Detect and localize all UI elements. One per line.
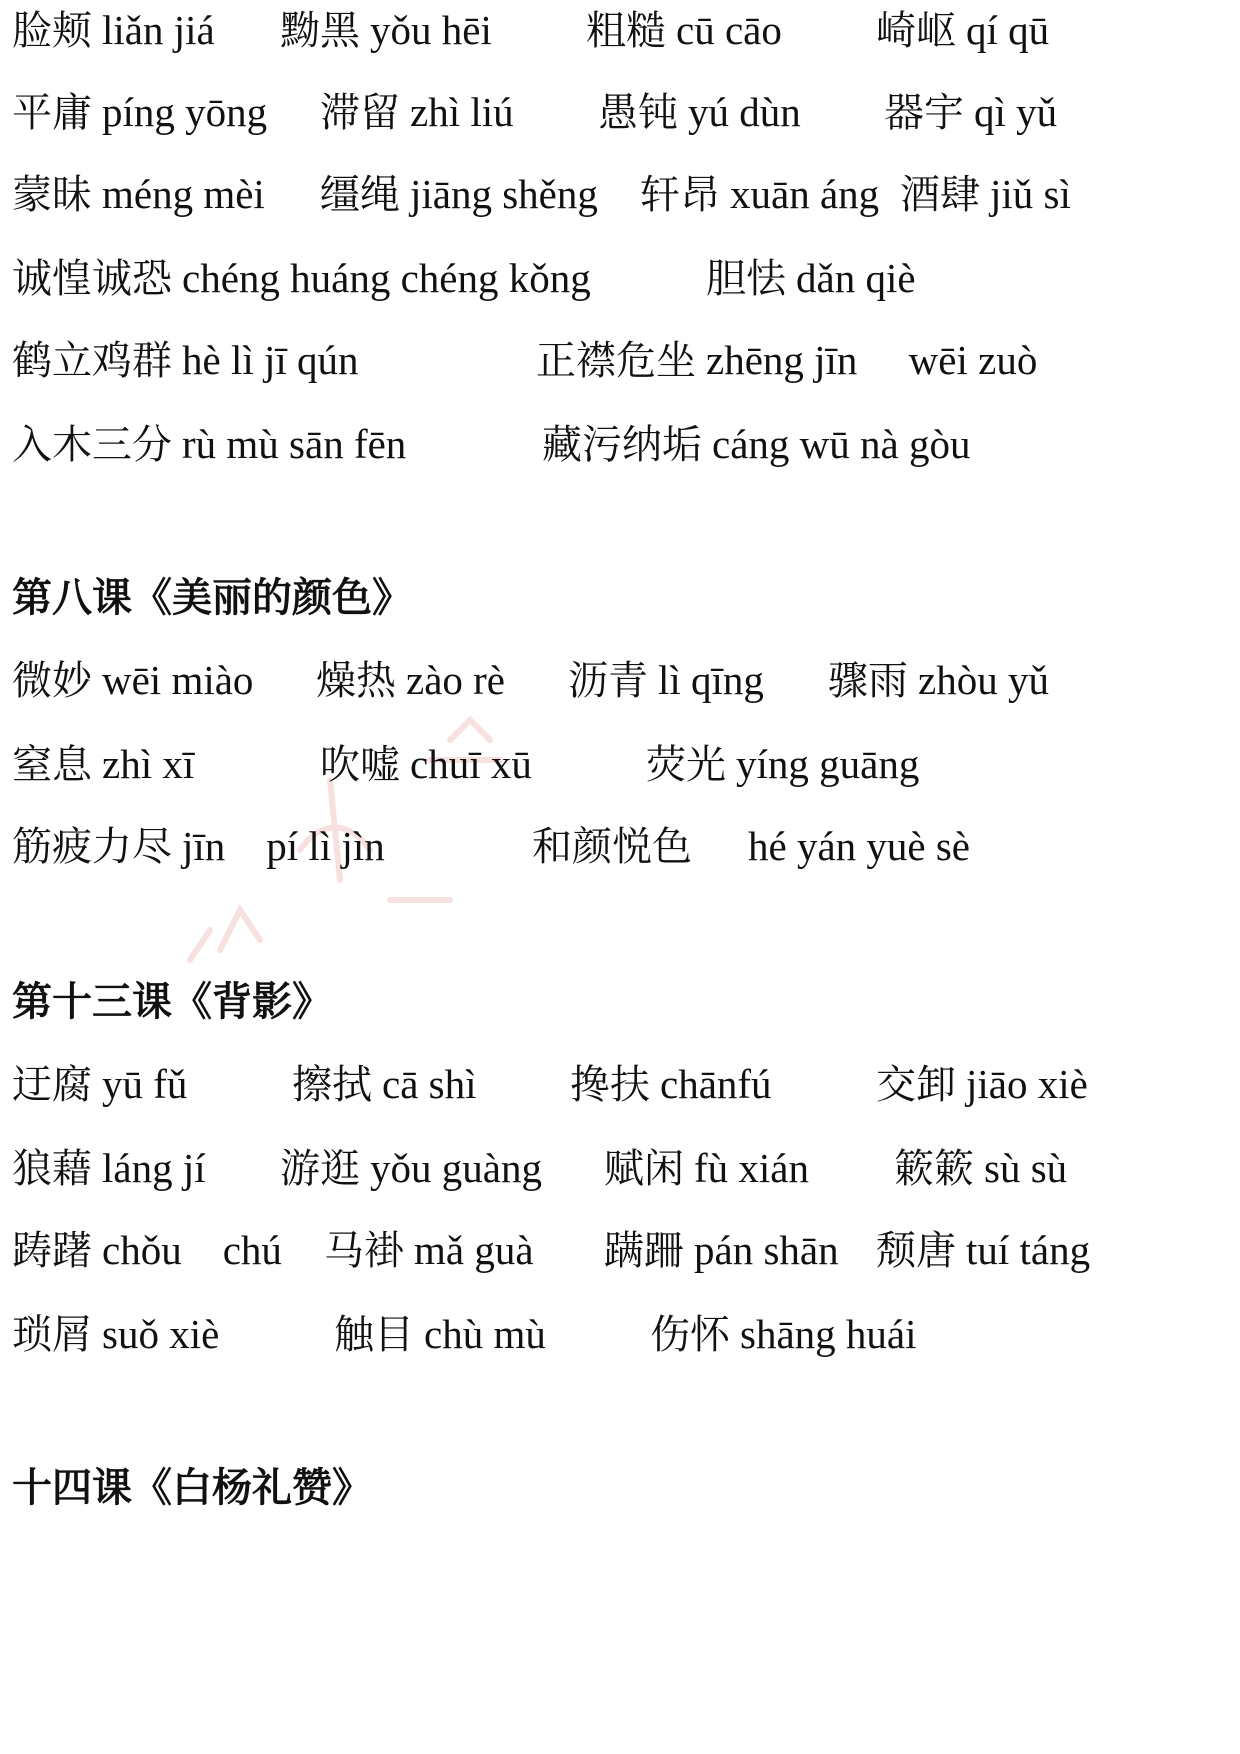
hanzi: 擦拭 bbox=[292, 1062, 372, 1108]
pinyin: yǒu hēi bbox=[370, 7, 492, 53]
pinyin: zhēng jīn wēi zuò bbox=[706, 337, 1038, 383]
pinyin: jiāng shěng bbox=[410, 171, 598, 217]
word-row bbox=[0, 1304, 1240, 1364]
hanzi: 粗糙 bbox=[586, 8, 666, 54]
pinyin: chānfú bbox=[660, 1061, 772, 1107]
pinyin: dǎn qiè bbox=[796, 255, 916, 301]
pinyin: rù mù sān fēn bbox=[182, 421, 407, 467]
pinyin: zhì liú bbox=[410, 89, 514, 135]
pinyin: jiāo xiè bbox=[966, 1061, 1088, 1107]
pinyin: pán shān bbox=[694, 1227, 839, 1273]
hanzi: 愚钝 bbox=[598, 90, 678, 136]
word-row bbox=[0, 816, 1240, 876]
pinyin: qí qū bbox=[966, 7, 1050, 53]
word-row bbox=[0, 248, 1240, 308]
word-entry bbox=[334, 1304, 546, 1365]
pinyin: mǎ guà bbox=[414, 1227, 534, 1273]
hanzi: 和颜悦色 bbox=[532, 824, 692, 870]
pinyin: zhòu yǔ bbox=[918, 657, 1049, 703]
word-entry bbox=[884, 82, 1057, 143]
lesson-heading: 第八课《美丽的颜色》 bbox=[12, 575, 412, 621]
word-entry bbox=[316, 650, 505, 711]
hanzi: 滞留 bbox=[320, 90, 400, 136]
word-entry bbox=[640, 164, 879, 225]
word-row bbox=[0, 82, 1240, 142]
hanzi: 琐屑 bbox=[12, 1312, 92, 1358]
word-entry bbox=[12, 1304, 219, 1365]
pinyin: chuī xū bbox=[410, 741, 532, 787]
hanzi: 藏污纳垢 bbox=[542, 422, 702, 468]
pinyin: yíng guāng bbox=[736, 741, 920, 787]
pinyin: cū cāo bbox=[676, 7, 782, 53]
pinyin: shāng huái bbox=[740, 1311, 917, 1357]
hanzi: 交卸 bbox=[876, 1062, 956, 1108]
hanzi: 器宇 bbox=[884, 90, 964, 136]
hanzi: 吹嘘 bbox=[320, 742, 400, 788]
pinyin: cā shì bbox=[382, 1061, 477, 1107]
hanzi: 脸颊 bbox=[12, 8, 92, 54]
word-entry bbox=[12, 1220, 282, 1281]
hanzi: 赋闲 bbox=[604, 1146, 684, 1192]
pinyin: láng jí bbox=[102, 1145, 206, 1191]
pinyin: wēi miào bbox=[102, 657, 254, 703]
pinyin: jīn pí lì jìn bbox=[182, 823, 385, 869]
hanzi: 马褂 bbox=[324, 1228, 404, 1274]
word-row bbox=[0, 1220, 1240, 1280]
hanzi: 蹒跚 bbox=[604, 1228, 684, 1274]
word-entry bbox=[828, 650, 1049, 711]
word-entry bbox=[650, 1304, 917, 1365]
word-entry bbox=[876, 1220, 1090, 1281]
hanzi: 入木三分 bbox=[12, 422, 172, 468]
pinyin: liǎn jiá bbox=[102, 7, 215, 53]
word-entry bbox=[320, 164, 598, 225]
word-row bbox=[0, 330, 1240, 390]
pinyin: chǒu chú bbox=[102, 1227, 282, 1273]
word-row bbox=[0, 0, 1240, 60]
word-row bbox=[0, 650, 1240, 710]
word-row bbox=[0, 164, 1240, 224]
word-entry bbox=[12, 734, 194, 795]
pinyin: jiǔ sì bbox=[990, 171, 1071, 217]
pinyin: cáng wū nà gòu bbox=[712, 421, 971, 467]
hanzi: 窒息 bbox=[12, 742, 92, 788]
hanzi: 触目 bbox=[334, 1312, 414, 1358]
pinyin: lì qīng bbox=[658, 657, 764, 703]
pinyin: chéng huáng chéng kǒng bbox=[182, 255, 591, 301]
pinyin: qì yǔ bbox=[974, 89, 1058, 135]
hanzi: 荧光 bbox=[646, 742, 726, 788]
pinyin: xuān áng bbox=[730, 171, 880, 217]
word-entry bbox=[12, 816, 385, 877]
word-entry bbox=[12, 1054, 187, 1115]
lesson-heading: 十四课《白杨礼赞》 bbox=[12, 1465, 372, 1511]
word-entry bbox=[586, 0, 782, 61]
pinyin: chù mù bbox=[424, 1311, 546, 1357]
word-entry bbox=[706, 248, 916, 309]
hanzi: 轩昂 bbox=[640, 172, 720, 218]
word-entry bbox=[894, 1138, 1067, 1199]
word-row bbox=[0, 1138, 1240, 1198]
word-entry bbox=[12, 330, 359, 391]
word-entry bbox=[542, 414, 970, 475]
hanzi: 游逛 bbox=[280, 1146, 360, 1192]
word-row bbox=[0, 414, 1240, 474]
hanzi: 酒肆 bbox=[900, 172, 980, 218]
pinyin: hé yán yuè sè bbox=[748, 823, 970, 869]
word-entry bbox=[604, 1138, 809, 1199]
word-entry bbox=[900, 164, 1071, 225]
word-entry bbox=[604, 1220, 839, 1281]
lesson-heading: 第十三课《背影》 bbox=[12, 979, 332, 1025]
word-entry bbox=[12, 650, 253, 711]
word-entry bbox=[532, 816, 970, 877]
word-entry bbox=[568, 650, 764, 711]
pinyin: zào rè bbox=[406, 657, 505, 703]
hanzi: 黝黑 bbox=[280, 8, 360, 54]
hanzi: 缰绳 bbox=[320, 172, 400, 218]
word-entry bbox=[570, 1054, 772, 1115]
hanzi: 微妙 bbox=[12, 658, 92, 704]
pinyin: yū fǔ bbox=[102, 1061, 188, 1107]
pinyin: suǒ xiè bbox=[102, 1311, 220, 1357]
hanzi: 搀扶 bbox=[570, 1062, 650, 1108]
hanzi: 颓唐 bbox=[876, 1228, 956, 1274]
pinyin: yú dùn bbox=[688, 89, 801, 135]
hanzi: 崎岖 bbox=[876, 8, 956, 54]
word-entry bbox=[12, 164, 265, 225]
pinyin: yǒu guàng bbox=[370, 1145, 542, 1191]
hanzi: 狼藉 bbox=[12, 1146, 92, 1192]
word-entry bbox=[598, 82, 801, 143]
pinyin: fù xián bbox=[694, 1145, 809, 1191]
word-row bbox=[0, 734, 1240, 794]
pinyin: zhì xī bbox=[102, 741, 195, 787]
hanzi: 迂腐 bbox=[12, 1062, 92, 1108]
hanzi: 胆怯 bbox=[706, 256, 786, 302]
word-entry bbox=[280, 0, 492, 61]
word-entry bbox=[12, 248, 591, 309]
hanzi: 燥热 bbox=[316, 658, 396, 704]
word-entry bbox=[12, 0, 215, 61]
hanzi: 骤雨 bbox=[828, 658, 908, 704]
word-entry bbox=[536, 330, 1037, 391]
word-entry bbox=[320, 734, 532, 795]
hanzi: 蒙昧 bbox=[12, 172, 92, 218]
hanzi: 伤怀 bbox=[650, 1312, 730, 1358]
hanzi: 鹤立鸡群 bbox=[12, 338, 172, 384]
word-entry bbox=[876, 1054, 1088, 1115]
word-entry bbox=[324, 1220, 534, 1281]
hanzi: 踌躇 bbox=[12, 1228, 92, 1274]
hanzi: 沥青 bbox=[568, 658, 648, 704]
pinyin: méng mèi bbox=[102, 171, 265, 217]
pinyin: píng yōng bbox=[102, 89, 268, 135]
word-entry bbox=[292, 1054, 477, 1115]
hanzi: 簌簌 bbox=[894, 1146, 974, 1192]
word-entry bbox=[12, 414, 406, 475]
hanzi: 正襟危坐 bbox=[536, 338, 696, 384]
word-entry bbox=[320, 82, 514, 143]
pinyin: hè lì jī qún bbox=[182, 337, 359, 383]
word-entry bbox=[876, 0, 1049, 61]
hanzi: 筋疲力尽 bbox=[12, 824, 172, 870]
word-row bbox=[0, 1054, 1240, 1114]
pinyin: tuí táng bbox=[966, 1227, 1091, 1273]
word-entry bbox=[12, 82, 267, 143]
word-entry bbox=[646, 734, 919, 795]
word-entry bbox=[12, 1138, 206, 1199]
word-entry bbox=[280, 1138, 542, 1199]
pinyin: sù sù bbox=[984, 1145, 1068, 1191]
hanzi: 诚惶诚恐 bbox=[12, 256, 172, 302]
hanzi: 平庸 bbox=[12, 90, 92, 136]
